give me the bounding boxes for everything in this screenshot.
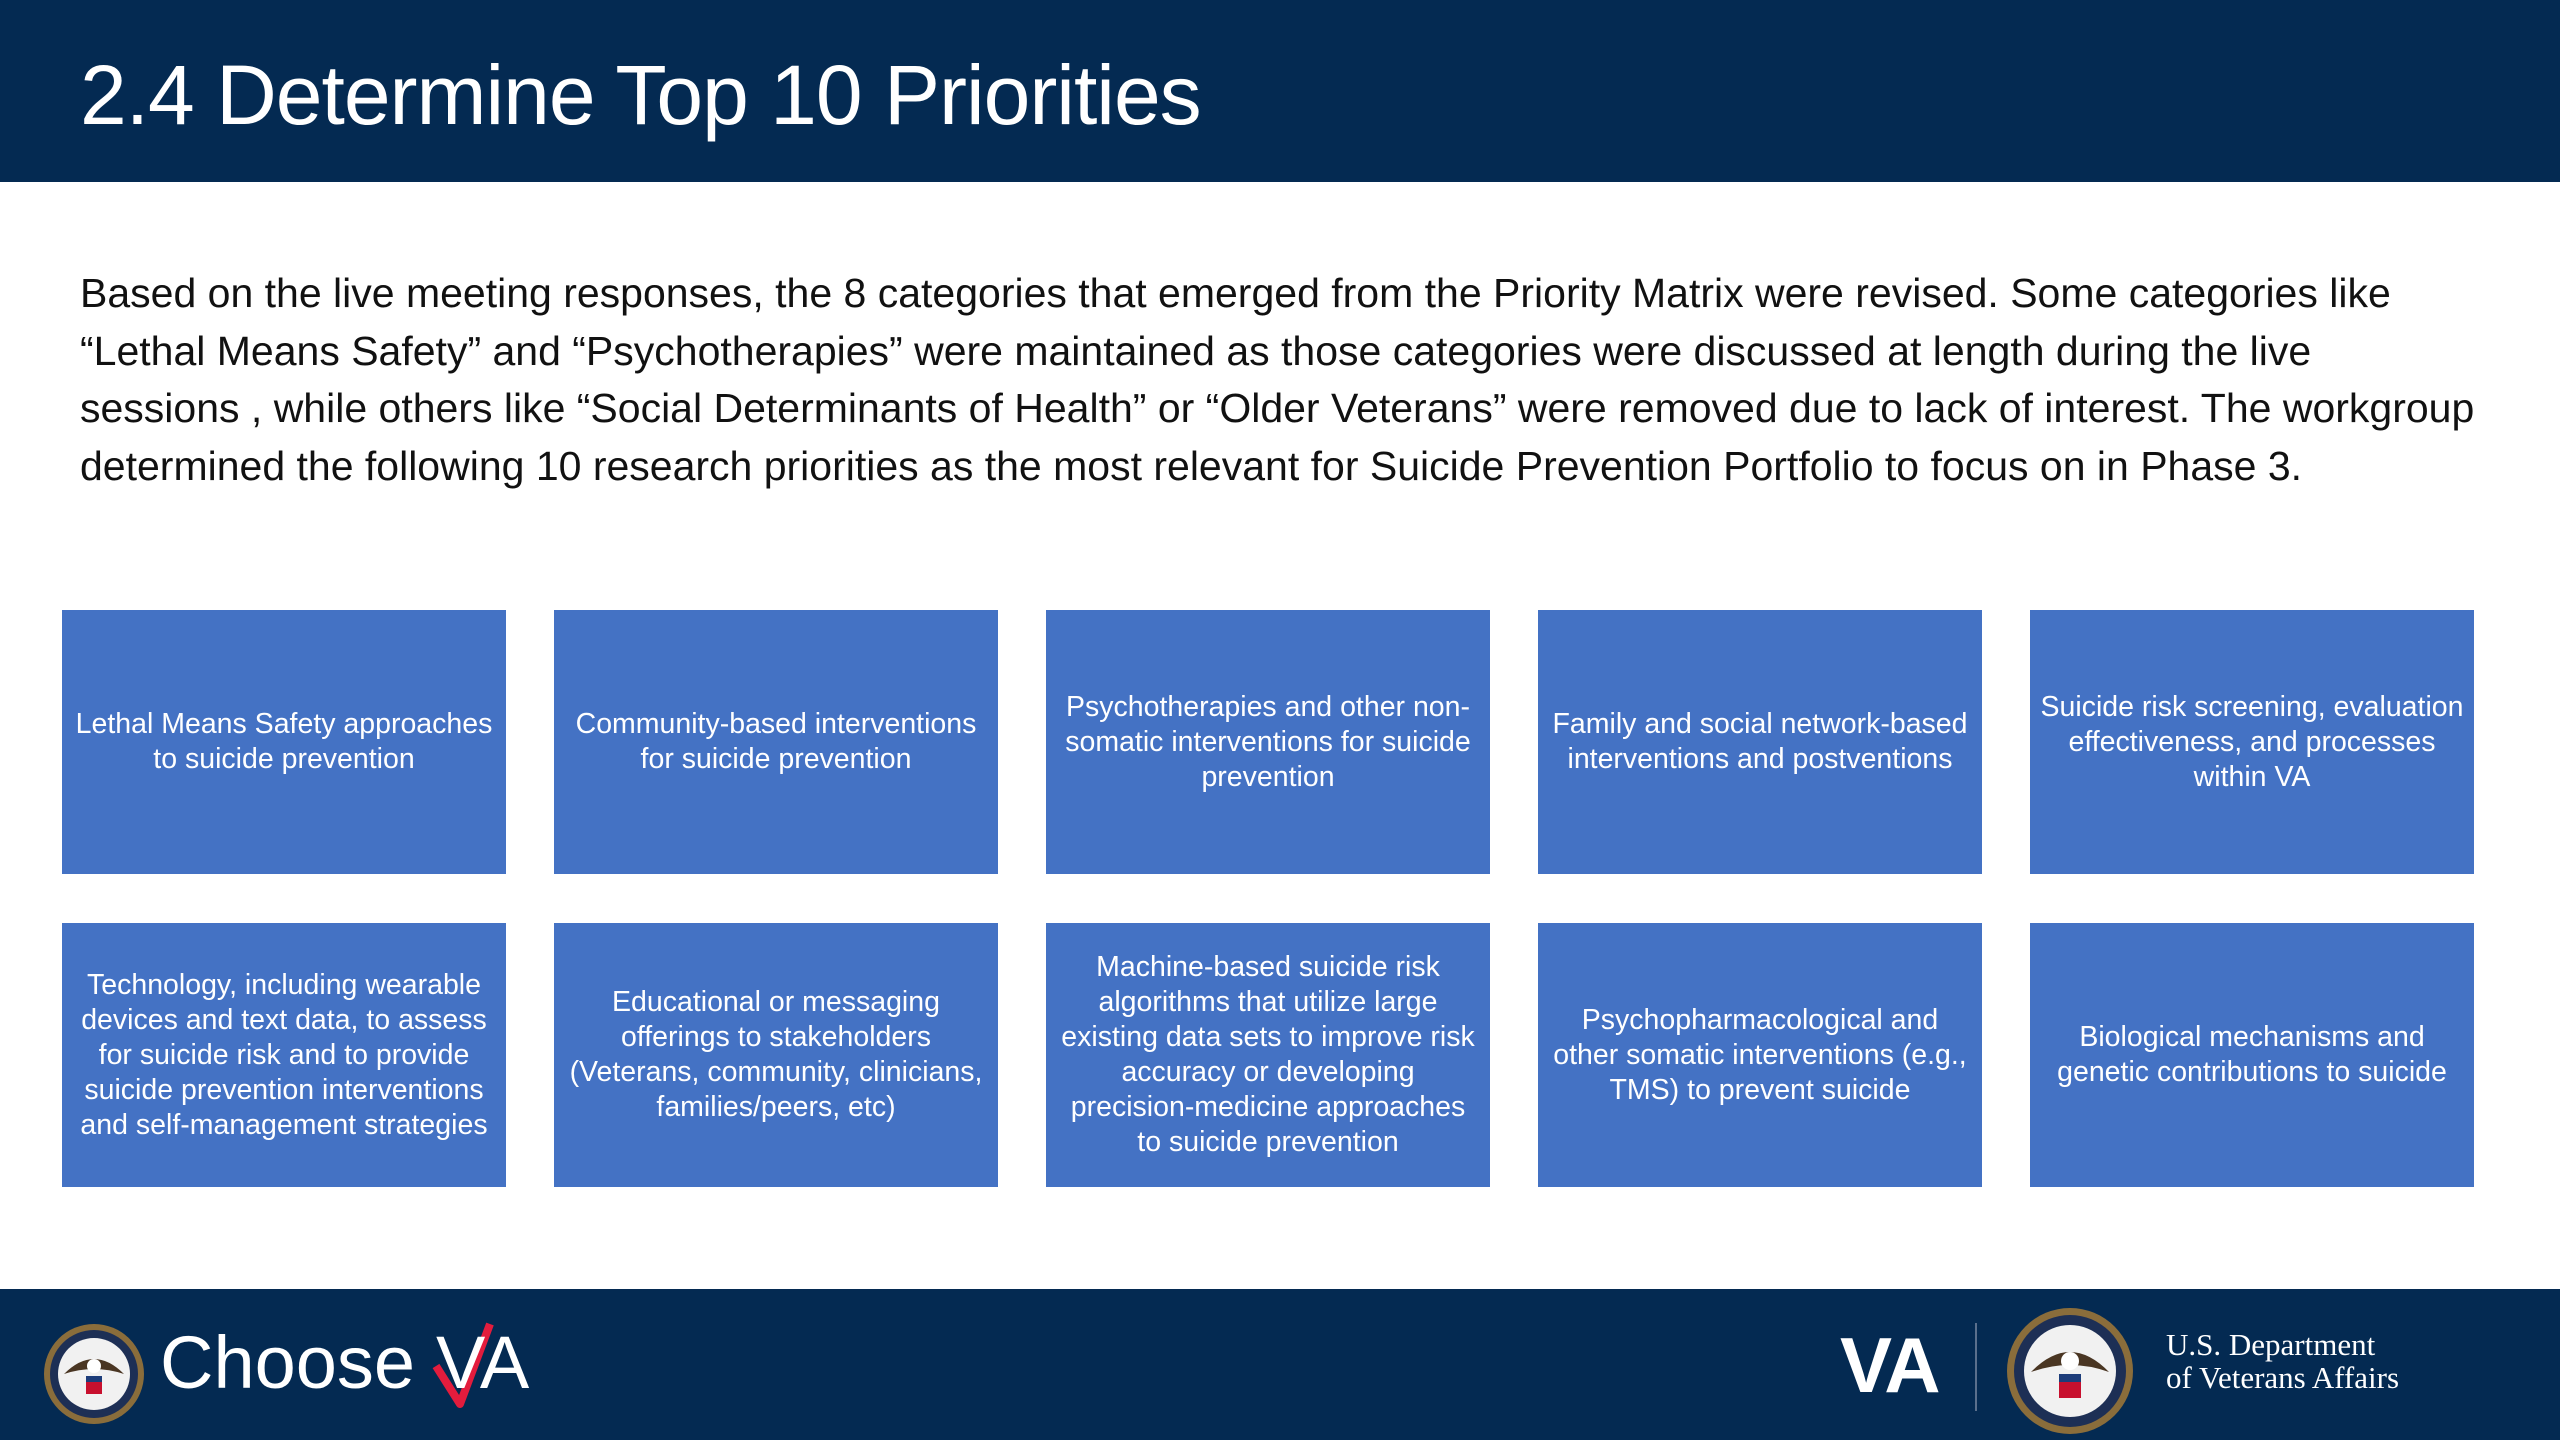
slide-header	[0, 0, 2560, 182]
department-name	[2166, 1328, 2399, 1394]
slide-title: 2.4 Determine Top 10 Priorities	[80, 48, 1201, 142]
choose-va-logo-text: Choose	[160, 1321, 416, 1404]
priority-box-10: Biological mechanisms and genetic contributions to suicide	[2030, 923, 2474, 1187]
priority-box-3: Psychotherapies and other non-somatic interventions for suicide prevention	[1046, 610, 1490, 874]
priority-box-4: Family and social network-based interventions and postventions	[1538, 610, 1982, 874]
priority-box-9: Psychopharmacological and other somatic interventions (e.g., TMS) to prevent suicide	[1538, 923, 1982, 1187]
priority-box-5: Suicide risk screening, evaluation effectiveness, and processes within VA	[2030, 610, 2474, 874]
footer-divider	[1975, 1323, 1977, 1411]
priority-box-6: Technology, including wearable devices and text data, to assess for suicide risk and to provide suicide prevention interventions and self-management strategies	[62, 923, 506, 1187]
choose-va-mark	[430, 1318, 540, 1408]
priority-box-1: Lethal Means Safety approaches to suicide prevention	[62, 610, 506, 874]
department-line-1: U.S. Department	[2166, 1327, 2376, 1362]
intro-paragraph: Based on the live meeting responses, the 8 categories that emerged from the Priority Matrix were revised. Some categories like “Lethal Means Safety” and “Psychotherapies” were maintained as those categories were discussed at length during the live sessions , while others like “Social Determinants of Health” or “Older Veterans” were removed due to lack of interest. The workgroup determined the following 10 research priorities as the most relevant for Suicide Prevention Portfolio to focus on in Phase 3.	[80, 270, 2475, 489]
priority-box-7: Educational or messaging offerings to stakeholders (Veterans, community, clinicians, families/peers, etc)	[554, 923, 998, 1187]
department-seal-icon	[2005, 1306, 2135, 1436]
priority-box-8: Machine-based suicide risk algorithms that utilize large existing data sets to improve risk accuracy or developing precision-medicine approaches to suicide prevention	[1046, 923, 1490, 1187]
department-line-2: of Veterans Affairs	[2166, 1360, 2400, 1395]
va-logo: VA	[1840, 1321, 1939, 1409]
priority-box-2: Community-based interventions for suicide prevention	[554, 610, 998, 874]
va-seal-icon	[42, 1322, 146, 1426]
choose-va-letters: VA	[436, 1321, 530, 1404]
